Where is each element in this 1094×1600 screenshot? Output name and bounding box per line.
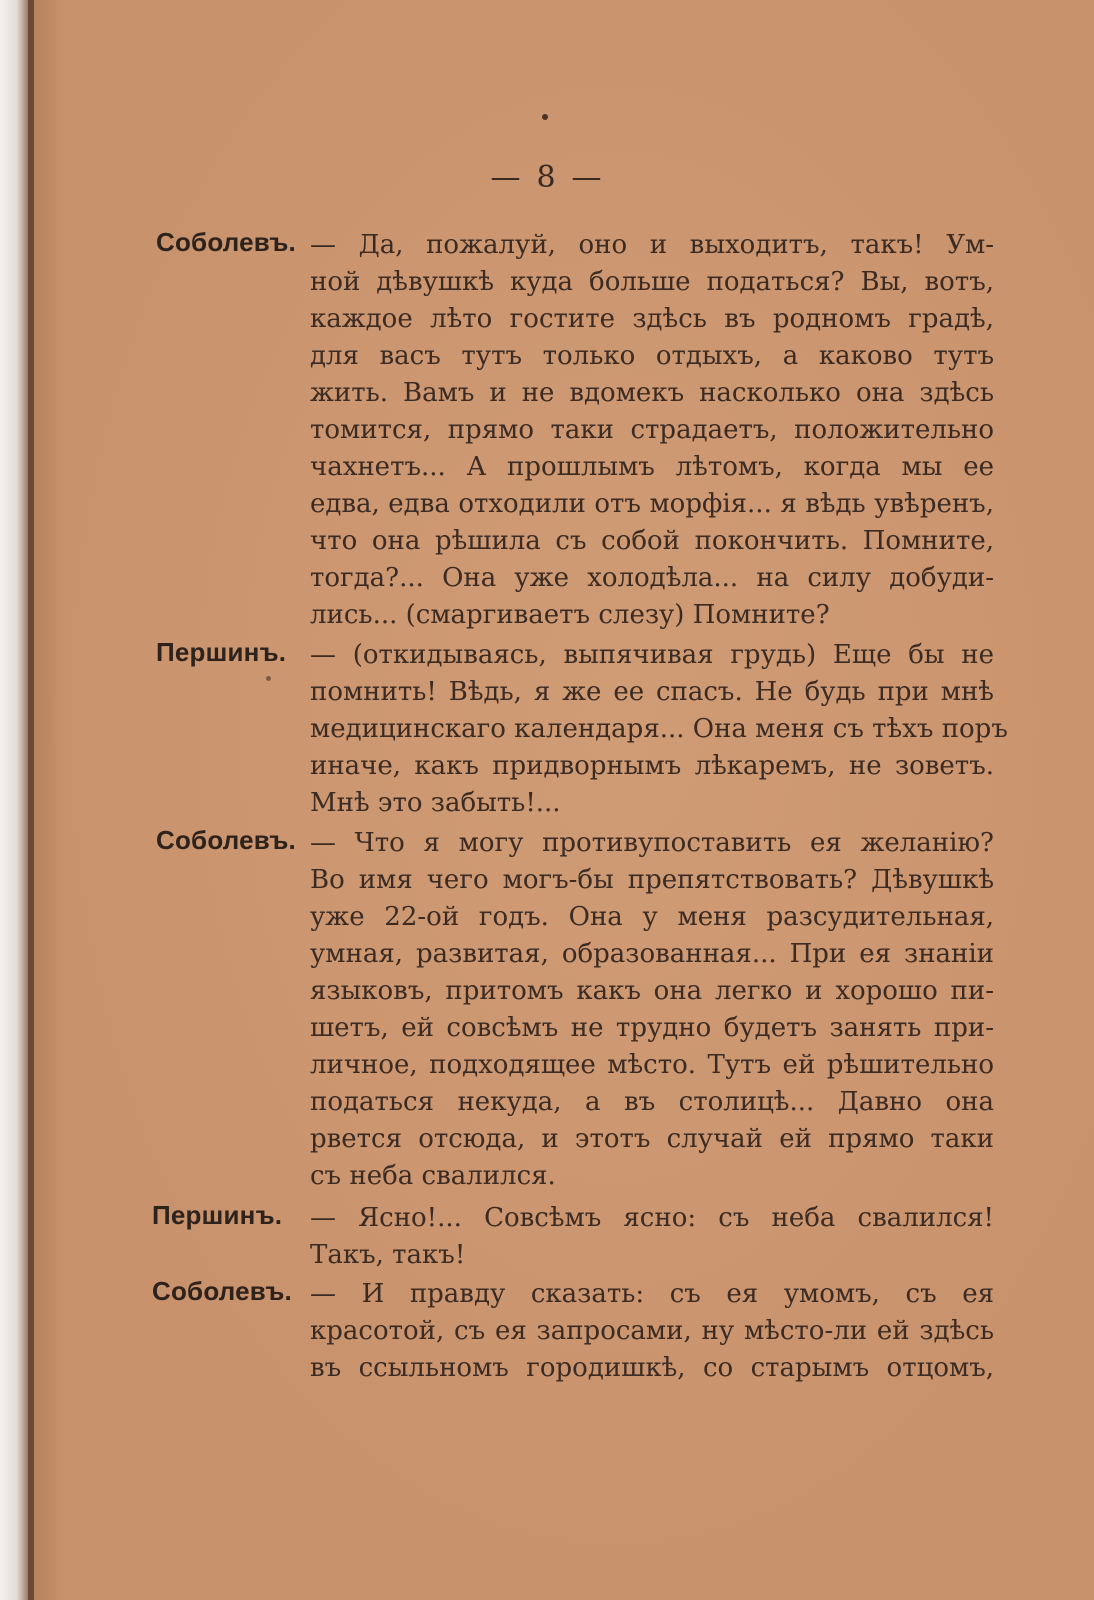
- text-line: жить. Вамъ и не вдомекъ насколько она здѣсь: [310, 378, 994, 408]
- text-line: каждое лѣто гостите здѣсь въ родномъ градѣ,: [310, 304, 994, 334]
- text-line: — И правду сказать: съ ея умомъ, съ ея: [310, 1279, 994, 1309]
- text-line: иначе, какъ придворнымъ лѣкаремъ, не зоветъ.: [310, 751, 994, 781]
- text-line: — Ясно!... Совсѣмъ ясно: съ неба свалился!: [310, 1203, 994, 1233]
- text-line: ной дѣвушкѣ куда больше податься? Вы, вотъ,: [310, 267, 994, 297]
- text-line: для васъ тутъ только отдыхъ, а каково тутъ: [310, 341, 994, 371]
- page-number-dash-right: —: [571, 160, 604, 195]
- speech-text: [310, 227, 994, 634]
- text-line: Мнѣ это забыть!...: [310, 788, 561, 818]
- speaker-name: Соболевъ.: [156, 227, 296, 257]
- text-line: Такъ, такъ!: [310, 1240, 466, 1270]
- text-line: — Что я могу противупоставить ея желанію?: [310, 828, 994, 858]
- text-line: тогда?... Она уже холодѣла... на силу добуди-: [310, 563, 994, 593]
- text-line: языковъ, притомъ какъ она легко и хорошо пи-: [310, 976, 994, 1006]
- page-number-dash-left: —: [490, 160, 523, 195]
- text-line: Во имя чего могъ-бы препятствовать? Дѣвушкѣ: [310, 865, 994, 895]
- text-line: съ неба свалился.: [310, 1161, 556, 1191]
- text-line: красотой, съ ея запросами, ну мѣсто-ли ей здѣсь: [310, 1316, 994, 1346]
- text-line: что она рѣшила съ собой покончить. Помните,: [310, 526, 994, 556]
- text-line: личное, подходящее мѣсто. Тутъ ей рѣшительно: [310, 1050, 994, 1080]
- text-line: помнить! Вѣдь, я же ее спасъ. Не будь при мнѣ: [310, 677, 994, 707]
- text-line: — Да, пожалуй, оно и выходитъ, такъ! Ум-: [310, 230, 994, 260]
- speaker-name: Соболевъ.: [156, 825, 296, 855]
- text-line: томится, прямо таки страдаетъ, положительно: [310, 415, 994, 445]
- speaker-name: Першинъ.: [152, 1200, 283, 1230]
- page-number-value: 8: [536, 160, 558, 195]
- speech-text: [310, 1200, 994, 1274]
- text-line: чахнетъ... А прошлымъ лѣтомъ, когда мы ее: [310, 452, 994, 482]
- text-line: умная, развитая, образованная... При ея знаніи: [310, 939, 994, 969]
- speaker-name: Першинъ.: [156, 637, 287, 667]
- speech-text: [310, 1276, 994, 1387]
- text-line: въ ссыльномъ городишкѣ, со старымъ отцомъ,: [310, 1353, 994, 1383]
- page-left-edge: [0, 0, 28, 1600]
- paper-speck: [266, 676, 271, 681]
- text-line: шетъ, ей совсѣмъ не трудно будетъ занять при-: [310, 1013, 994, 1043]
- speaker-name: Соболевъ.: [152, 1276, 292, 1306]
- speech-text: [310, 637, 1008, 822]
- page-number: [0, 160, 1094, 195]
- text-line: медицинскаго календаря... Она меня съ тѣхъ поръ: [310, 714, 1008, 744]
- text-line: рвется отсюда, и этотъ случай ей прямо таки: [310, 1124, 994, 1154]
- text-line: уже 22-ой годъ. Она у меня разсудительная,: [310, 902, 994, 932]
- text-line: податься некуда, а въ столицѣ... Давно она: [310, 1087, 994, 1117]
- text-line: — (откидываясь, выпячивая грудь) Еще бы не: [310, 640, 994, 670]
- speech-text: [310, 825, 994, 1195]
- text-line: едва, едва отходили отъ морфія... я вѣдь увѣренъ,: [310, 489, 994, 519]
- paper-speck: [542, 114, 548, 120]
- text-line: лись... (смаргиваетъ слезу) Помните?: [310, 600, 830, 630]
